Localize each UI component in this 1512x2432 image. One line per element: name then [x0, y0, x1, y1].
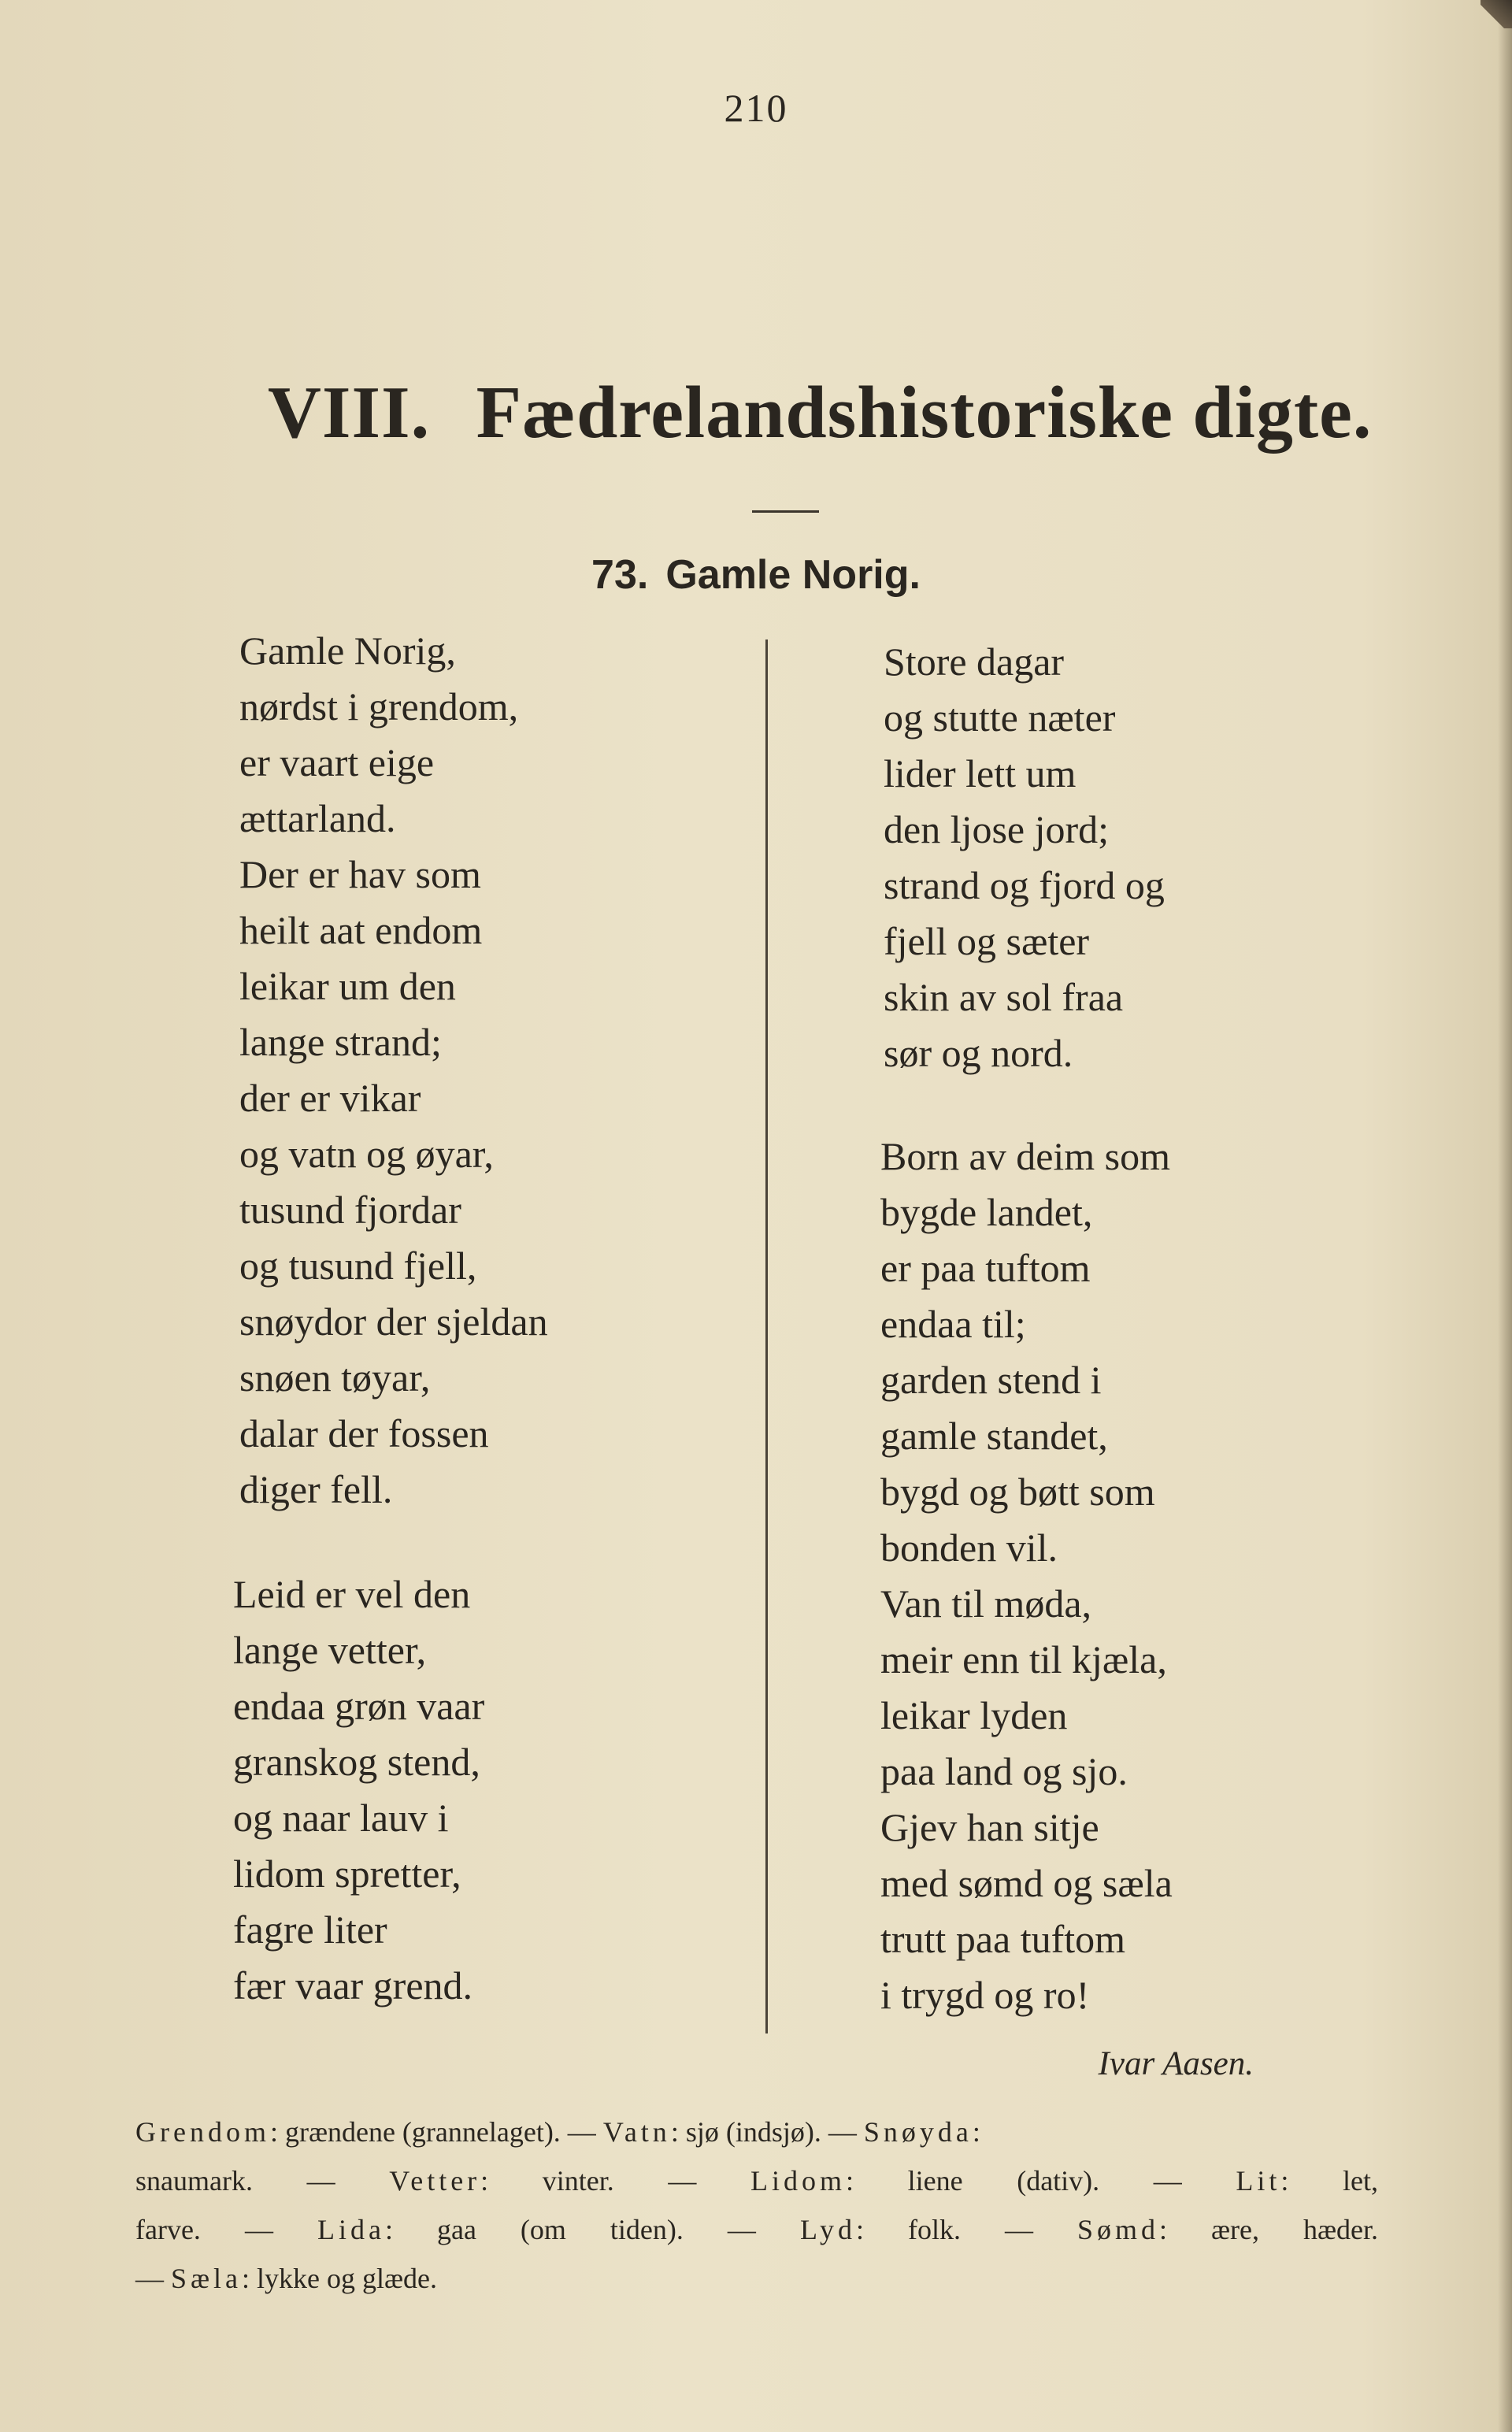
poem-author: Ivar Aasen. — [1098, 2045, 1254, 2082]
glossary-line — [135, 2254, 1378, 2303]
poem-line: er vaart eige — [239, 740, 435, 784]
poem-heading — [0, 551, 1512, 599]
poem-line: gamle standet, — [880, 1414, 1108, 1458]
glossary-term: Grendom — [135, 2116, 270, 2148]
poem-line: der er vikar — [239, 1076, 421, 1120]
poem-line: fagre liter — [233, 1907, 387, 1952]
glossary-definition: : grændene (grannelaget). — — [269, 2116, 603, 2148]
poem-line: Store dagar — [884, 640, 1065, 684]
glossary-line — [135, 2205, 1378, 2254]
poem-line: og vatn og øyar, — [239, 1132, 494, 1176]
poem-line: lidom spretter, — [233, 1852, 461, 1896]
glossary-definition: : vinter. — — [480, 2165, 751, 2197]
glossary-term: Vetter — [389, 2165, 481, 2197]
poem-line: snøen tøyar, — [239, 1355, 431, 1400]
glossary-definition: : let, — [1280, 2165, 1379, 2197]
poem-line: sør og nord. — [884, 1031, 1073, 1075]
poem-line: er paa tuftom — [880, 1246, 1091, 1290]
poem-line: snøydor der sjeldan — [239, 1299, 548, 1344]
poem-line: Leid er vel den — [233, 1572, 471, 1616]
poem-line: lange vetter, — [233, 1628, 427, 1672]
page-edge-shadow — [1498, 0, 1512, 2432]
poem-line: den ljose jord; — [884, 807, 1110, 851]
poem-stanza-right-1 — [884, 634, 1165, 1081]
poem-line: fjell og sæter — [884, 919, 1090, 963]
poem-line: leikar um den — [239, 964, 456, 1008]
poem-line: lider lett um — [884, 751, 1077, 795]
title-rule — [752, 510, 819, 513]
poem-line: med sømd og sæla — [880, 1861, 1173, 1905]
page-corner — [1480, 0, 1512, 28]
glossary-term: Snøyda — [863, 2116, 973, 2148]
glossary-term: Lit — [1236, 2165, 1281, 2197]
column-divider — [765, 640, 768, 2033]
poem-line: paa land og sjo. — [880, 1749, 1128, 1793]
glossary-term: Lida — [317, 2214, 385, 2245]
glossary-definition: : lykke og glæde. — [242, 2263, 437, 2294]
glossary-line — [135, 2108, 1378, 2156]
poem-line: og naar lauv i — [233, 1796, 449, 1840]
poem-stanza-left-1 — [239, 623, 548, 1518]
poem-title: Gamle Norig. — [665, 552, 921, 598]
poem-line: og stutte næter — [884, 695, 1116, 740]
poem-line: i trygd og ro! — [880, 1973, 1090, 2017]
poem-line: granskog stend, — [233, 1740, 480, 1784]
poem-line: strand og fjord og — [884, 863, 1165, 907]
poem-number: 73. — [591, 552, 649, 598]
glossary-definition: farve. — — [135, 2214, 317, 2245]
poem-line: Der er hav som — [239, 852, 481, 896]
poem-line: meir enn til kjæla, — [880, 1637, 1167, 1681]
glossary-definition: : ære, hæder. — [1159, 2214, 1379, 2245]
section-heading — [268, 370, 1373, 455]
poem-line: endaa til; — [880, 1302, 1026, 1346]
glossary-definition: : liene (dativ). — — [846, 2165, 1236, 2197]
poem-line: bygde landet, — [880, 1190, 1093, 1234]
poem-line: dalar der fossen — [239, 1411, 489, 1455]
section-numeral: VIII. — [268, 372, 431, 454]
poem-line: bonden vil. — [880, 1526, 1058, 1570]
page-number: 210 — [724, 86, 788, 130]
glossary-definition: : sjø (indsjø). — — [670, 2116, 864, 2148]
glossary-definition: snaumark. — — [135, 2165, 390, 2197]
poem-line: Gamle Norig, — [239, 628, 456, 673]
poem-line: ættarland. — [239, 796, 396, 840]
glossary — [135, 2108, 1378, 2303]
poem-line: leikar lyden — [880, 1693, 1068, 1737]
poem-line: trutt paa tuftom — [880, 1917, 1126, 1961]
poem-line: diger fell. — [239, 1467, 393, 1511]
poem-line: endaa grøn vaar — [233, 1684, 485, 1728]
glossary-term: Vatn — [602, 2116, 671, 2148]
glossary-definition: : folk. — — [855, 2214, 1077, 2245]
poem-line: garden stend i — [880, 1358, 1102, 1402]
poem-line: tusund fjordar — [239, 1188, 461, 1232]
glossary-line — [135, 2156, 1378, 2205]
poem-stanza-right-2 — [880, 1129, 1173, 2023]
poem-line: lange strand; — [239, 1020, 442, 1064]
poem-line: bygd og bøtt som — [880, 1470, 1155, 1514]
glossary-term: Lyd — [799, 2214, 856, 2245]
glossary-term: Sæla — [171, 2263, 243, 2294]
poem-line: fær vaar grend. — [233, 1963, 473, 2008]
poem-line: skin av sol fraa — [884, 975, 1124, 1019]
poem-line: nørdst i grendom, — [239, 684, 519, 728]
glossary-definition: — — [135, 2263, 171, 2294]
poem-line: Van til møda, — [880, 1581, 1092, 1626]
section-title: Fædrelandshistoriske digte. — [476, 372, 1373, 454]
poem-line: Born av deim som — [880, 1134, 1171, 1178]
poem-line: og tusund fjell, — [239, 1244, 477, 1288]
poem-line: Gjev han sitje — [880, 1805, 1099, 1849]
glossary-definition: : — [972, 2116, 980, 2148]
poem-line: heilt aat endom — [239, 908, 483, 952]
glossary-term: Lidom — [750, 2165, 847, 2197]
glossary-definition: : gaa (om tiden). — — [384, 2214, 800, 2245]
glossary-term: Sømd — [1077, 2214, 1160, 2245]
poem-stanza-left-2 — [233, 1566, 484, 2014]
